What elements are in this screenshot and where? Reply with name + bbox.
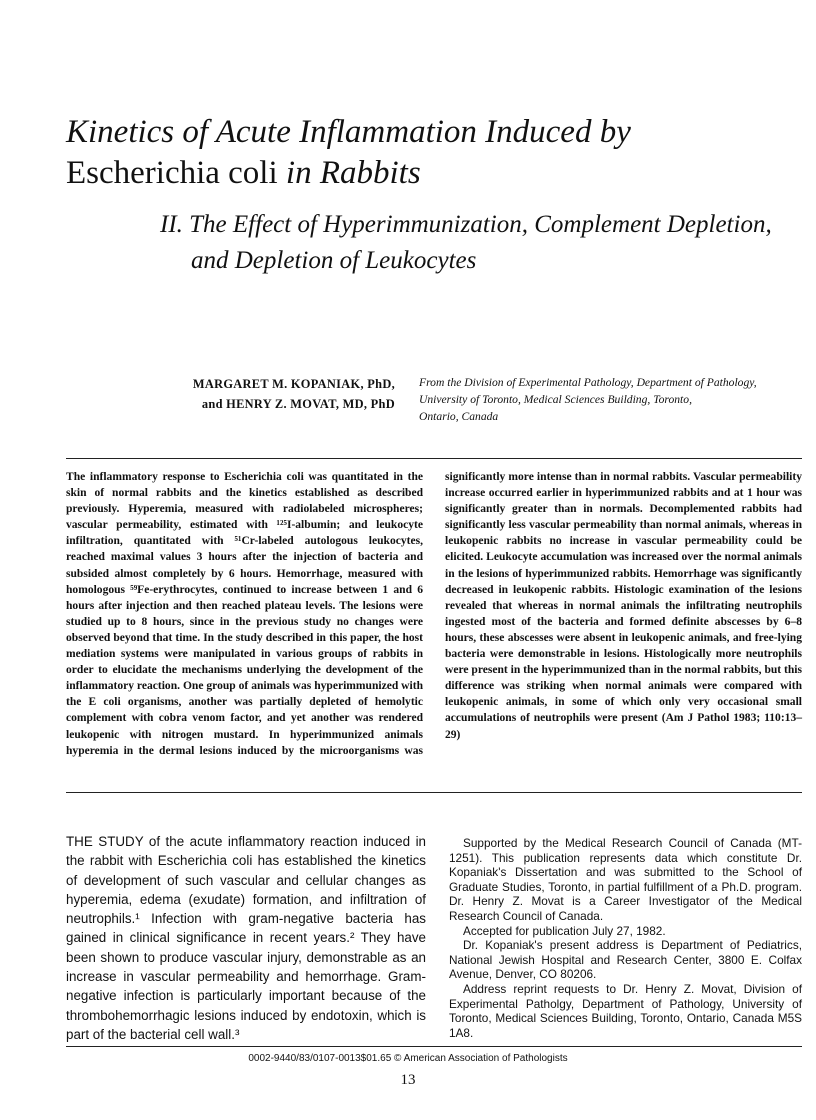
copyright-line: 0002-9440/83/0107-0013$01.65 © American Association of Pathologists	[248, 1053, 568, 1064]
abstract-top-rule	[66, 458, 802, 459]
author-1: MARGARET M. KOPANIAK, PhD,	[192, 377, 395, 391]
title-line-1: Kinetics of Acute Inflammation Induced by	[66, 114, 631, 150]
support-note: Supported by the Medical Research Council of Canada (MT-1251). This publication represents data which constitute Dr. Kopaniak's Dissertation and was submitted to the School of Graduate Studies, Toronto, in partial fulfillment of a Ph.D. program. Dr. Henry Z. Movat is a Career Investigator of the Medical Research Council of Canada.	[449, 836, 802, 923]
present-address-note: Dr. Kopaniak's present address is Department of Pediatrics, National Jewish Hospital and Research Center, 3800 E. Colfax Avenue, Denver, CO 80206.	[449, 938, 802, 982]
author-2: and HENRY Z. MOVAT, MD, PhD	[201, 397, 395, 411]
footer-rule	[66, 1046, 802, 1047]
introduction-paragraph: THE STUDY of the acute inflammatory reaction induced in the rabbit with Escherichia coli has established the kinetics of development of such vascular and cellular changes as hyperemia, edema (exudate) formation, and infiltration of neutrophils.¹ Infection with gram-negative bacteria has gained in clinical significance in recent years.² They have been shown to produce vascular injury, demonstrable as an increase in vascular permeability and hemorrhage. Gram-negative infection is particularly important because of the thrombohemorrhagic lesions induced by endotoxin, which is part of the bacterial cell wall.³	[66, 834, 426, 1042]
abstract	[66, 469, 802, 759]
affiliation-line-2: University of Toronto, Medical Sciences Building, Toronto,	[419, 393, 692, 406]
affiliation-line-3: Ontario, Canada	[419, 410, 499, 423]
affiliation	[419, 374, 779, 425]
article-title	[66, 112, 766, 194]
subtitle-line-1: II. The Effect of Hyperimmunization, Complement Depletion,	[160, 211, 772, 238]
page-number: 13	[400, 1072, 416, 1088]
title-line-2	[66, 153, 766, 194]
subtitle-line-2: and Depletion of Leukocytes	[191, 247, 477, 274]
abstract-bottom-rule	[66, 792, 802, 793]
article-subtitle	[160, 207, 780, 279]
affiliation-line-1: From the Division of Experimental Pathology, Department of Pathology,	[419, 376, 757, 389]
title-host: in Rabbits	[277, 155, 421, 191]
title-organism: Escherichia coli	[66, 155, 278, 191]
abstract-text: The inflammatory response to Escherichia coli was quantitated in the skin of normal rabbits and the kinetics established as described previously. Hyperemia, measured with radiolabeled microspheres; vascular permeability, estimated with ¹²⁵I-albumin; and leukocyte infiltration, quantitated with ⁵¹Cr-labeled autologous leukocytes, reached maximal values 3 hours after the injection of bacteria and subsided almost completely by 6 hours. Hemorrhage, measured with homologous ⁵⁹Fe-erythrocytes, continued to increase between 1 and 6 hours after injection and then reached plateau levels. The lesions were studied up to 8 hours, since in the previous study no changes were observed beyond that time. In the study described in this paper, the host mediation systems were manipulated in various groups of rabbits in order to elucidate the mechanisms underlying the development of the inflammatory reaction. One group of animals was hyperimmunized with the E coli organisms, another was partially depleted of hemolytic complement with cobra venom factor, and yet another was rendered leukopenic with nitrogen mustard. In hyperimmunized animals hyperemia in the dermal lesions induced by the microorganisms was significantly more intense than in normal rabbits. Vascular permeability increase occurred earlier in hyperimmunized rabbits and at 1 hour was significantly greater than in normals. Decomplemented rabbits had significantly less vascular permeability than normal animals, whereas in leukopenic rabbits no increase in vascular permeability could be elicited. Leukocyte accumulation was increased over the normal animals in the lesions of hyperimmunized rabbits. Hemorrhage was significantly decreased in leukopenic rabbits. Histologic examination of the lesions revealed that whereas in normal animals the infiltrating neutrophils ingested most of the bacteria and formed definite abscesses by 6–8 hours, these abscesses were absent in leukopenic animals, and free-lying bacteria were demonstrable in lesions. Histologically more neutrophils were present in the hyperimmunized than in the normal rabbits, but this difference was striking when normal animals were compared with leukopenic animals, in some of which only very occasional small accumulations of neutrophils were present (Am J Pathol 1983; 110:13–29)	[66, 471, 802, 757]
accepted-note: Accepted for publication July 27, 1982.	[463, 923, 666, 938]
author-list	[183, 374, 395, 414]
footnotes	[449, 836, 802, 1040]
introduction	[66, 832, 426, 1044]
reprint-note: Address reprint requests to Dr. Henry Z. Movat, Division of Experimental Patholgy, Department of Pathology, University of Toronto, Medical Sciences Building, Toronto, Ontario, Canada M5S 1A8.	[449, 981, 802, 1040]
